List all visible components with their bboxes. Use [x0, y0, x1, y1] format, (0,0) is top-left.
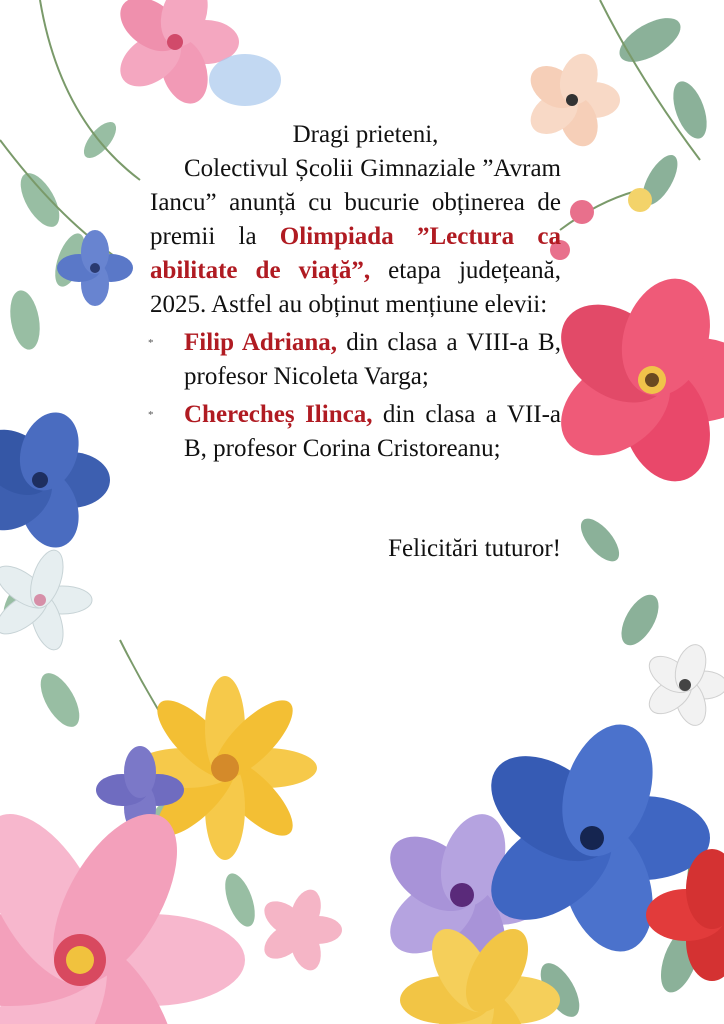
winner-details: din clasa a VII-a B, profesor Corina Cristoreanu; [184, 401, 561, 462]
light-pink-flower [258, 886, 342, 975]
yellow-bud [628, 188, 652, 212]
closing-message: Felicitări tuturor! [388, 535, 561, 562]
white-flower-right [643, 641, 724, 730]
announcement-intro: Colectivul Școlii Gimnaziale ”Avram Iancu” anunță cu bucurie obținerea de premii la [150, 155, 561, 250]
announcement-text [150, 118, 561, 591]
blue-wash-top [209, 54, 281, 106]
greeting: Dragi prieteni, [292, 121, 439, 148]
bullet-marker: * [148, 409, 154, 421]
winner-details: din clasa a VIII-a B, profesor Nicoleta Varga; [184, 329, 561, 390]
blue-flower-left [0, 405, 110, 555]
olympiad-name: Olimpiada ”Lectura ca abilitate de viață”, [150, 223, 561, 284]
bullet-marker: * [148, 337, 154, 349]
winner-name: Filip Adriana, [184, 329, 337, 356]
announcement-paragraph [150, 152, 561, 322]
announcement-rest: etapa județeană, 2025. Astfel au obținut mențiune elevii: [150, 257, 561, 318]
winner-item [150, 398, 561, 466]
red-flower-right [542, 267, 724, 493]
winner-name: Cherecheș Ilinca, [184, 401, 373, 428]
pink-bud [570, 200, 594, 224]
winner-item [150, 326, 561, 394]
